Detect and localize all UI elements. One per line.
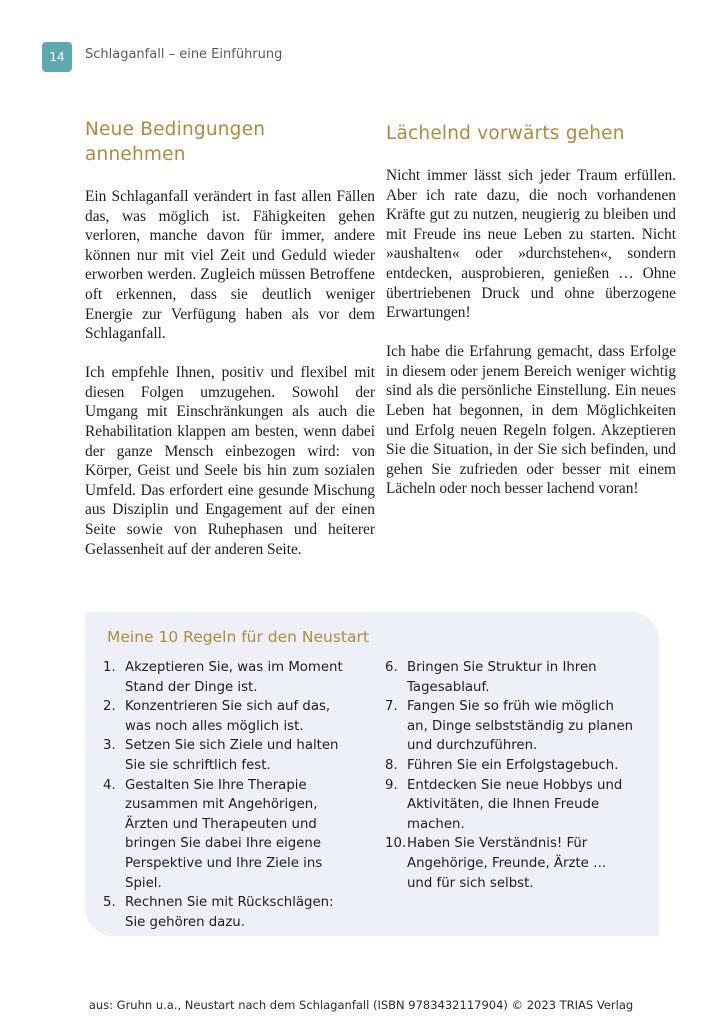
- list-item: [385, 756, 635, 776]
- rule-text: Entdecken Sie neue Hobbys und Aktivitäten, die Ihnen Freude machen.: [407, 777, 623, 832]
- list-item: [103, 736, 353, 775]
- rule-number: 8.: [385, 757, 398, 773]
- rule-number: 3.: [103, 738, 116, 754]
- left-paragraph-2: Ich empfehle Ihnen, positiv und flexibel mit diesen Folgen umzugehen. Sowohl der Umgang mit Einschränkungen als auch die Rehabilitation klappen am besten, wenn dabei der ganze Mensch einbezogen wird: von Körper, Geist und Seele bis hin zum sozialen Umfeld. Das erfordert eine gesunde Mischung aus Disziplin und Engagement auf der einen Seite sowie von Ruhephasen und heiterer Gelassenheit auf der anderen Seite.: [85, 364, 375, 558]
- rule-number: 6.: [385, 660, 398, 675]
- rules-list-right: [385, 658, 635, 893]
- list-item: [385, 834, 635, 893]
- right-paragraph-2: Ich habe die Erfahrung gemacht, dass Erfolge in diesem oder jenem Bereich weniger wichtig sind als die persönliche Einstellung. Ein neues Leben hat begonnen, in dem Möglichkeiten und Erfolg neuen Regeln folgen. Akzeptieren Sie die Situation, in der Sie sich befinden, und gehen Sie zufrieden oder besser mit einem Lächeln oder noch besser lachend voran!: [386, 343, 676, 498]
- rule-text: Akzeptieren Sie, was im Moment Stand der Dinge ist.: [125, 660, 343, 695]
- rule-number: 4.: [103, 777, 116, 793]
- rule-number: 10.: [385, 836, 407, 852]
- right-heading: Lächelnd vorwärts gehen: [386, 123, 625, 144]
- rule-number: 9.: [385, 777, 398, 793]
- rule-number: 2.: [103, 699, 116, 715]
- list-item: [385, 658, 635, 697]
- page-number-badge: 14: [42, 42, 72, 72]
- rule-text: Haben Sie Verständnis! Für Angehörige, Freunde, Ärzte … und für sich selbst.: [407, 836, 607, 891]
- list-item: [103, 776, 353, 894]
- rule-text: Konzentrieren Sie sich auf das, was noch alles möglich ist.: [125, 699, 331, 734]
- list-item: [103, 697, 353, 736]
- rules-box-title: Meine 10 Regeln für den Neustart: [107, 628, 369, 646]
- rules-box: [85, 612, 659, 936]
- rule-text: Gestalten Sie Ihre Therapie zusammen mit Angehörigen, Ärzten und Therapeuten und bringen Sie dabei Ihre eigene Perspektive und Ihre Ziele ins Spiel.: [125, 777, 323, 891]
- rule-text: Führen Sie ein Erfolgstagebuch.: [407, 757, 619, 773]
- footer-citation: aus: Gruhn u.a., Neustart nach dem Schlaganfall (ISBN 9783432117904) © 2023 TRIAS Verlag: [88, 998, 634, 1012]
- rule-number: 5.: [103, 895, 116, 911]
- rule-text: Setzen Sie sich Ziele und halten Sie sie schriftlich fest.: [125, 738, 339, 773]
- rule-text: Fangen Sie so früh wie möglich an, Dinge selbstständig zu planen und durchzuführen.: [407, 699, 634, 754]
- right-column: [386, 121, 676, 519]
- rule-text: Rechnen Sie mit Rückschlägen: Sie gehören dazu.: [125, 895, 334, 930]
- list-item: [103, 658, 353, 697]
- right-paragraph-1: Nicht immer lässt sich jeder Traum erfüllen. Aber ich rate dazu, die noch vorhandenen Kräfte gut zu nutzen, neugierig zu bleiben und mit Freude ins neue Leben zu starten. Nicht »aushalten« oder »durchstehen«, sondern entdecken, ausprobieren, genießen … Ohne übertriebenen Druck und ohne überzogene Erwartungen!: [386, 167, 676, 322]
- list-item: [385, 697, 635, 756]
- list-item: [103, 893, 353, 932]
- list-item: [385, 776, 635, 835]
- rule-number: 1.: [103, 660, 116, 675]
- rules-list-left: [103, 658, 353, 932]
- rule-number: 7.: [385, 699, 398, 715]
- left-column: [85, 117, 375, 579]
- left-heading: Neue Bedingungen annehmen: [85, 119, 266, 165]
- running-title: Schlaganfall – eine Einführung: [85, 47, 283, 62]
- left-paragraph-1: Ein Schlaganfall verändert in fast allen Fällen das, was möglich ist. Fähigkeiten gehen verloren, manche davon für immer, andere können nur mit viel Zeit und Geduld wieder erworben werden. Zugleich müssen Betroffene oft erkennen, dass sie deutlich weniger Energie zur Verfügung haben als vor dem Schlaganfall.: [85, 188, 375, 343]
- rule-text: Bringen Sie Struktur in Ihren Tagesablauf.: [407, 660, 597, 695]
